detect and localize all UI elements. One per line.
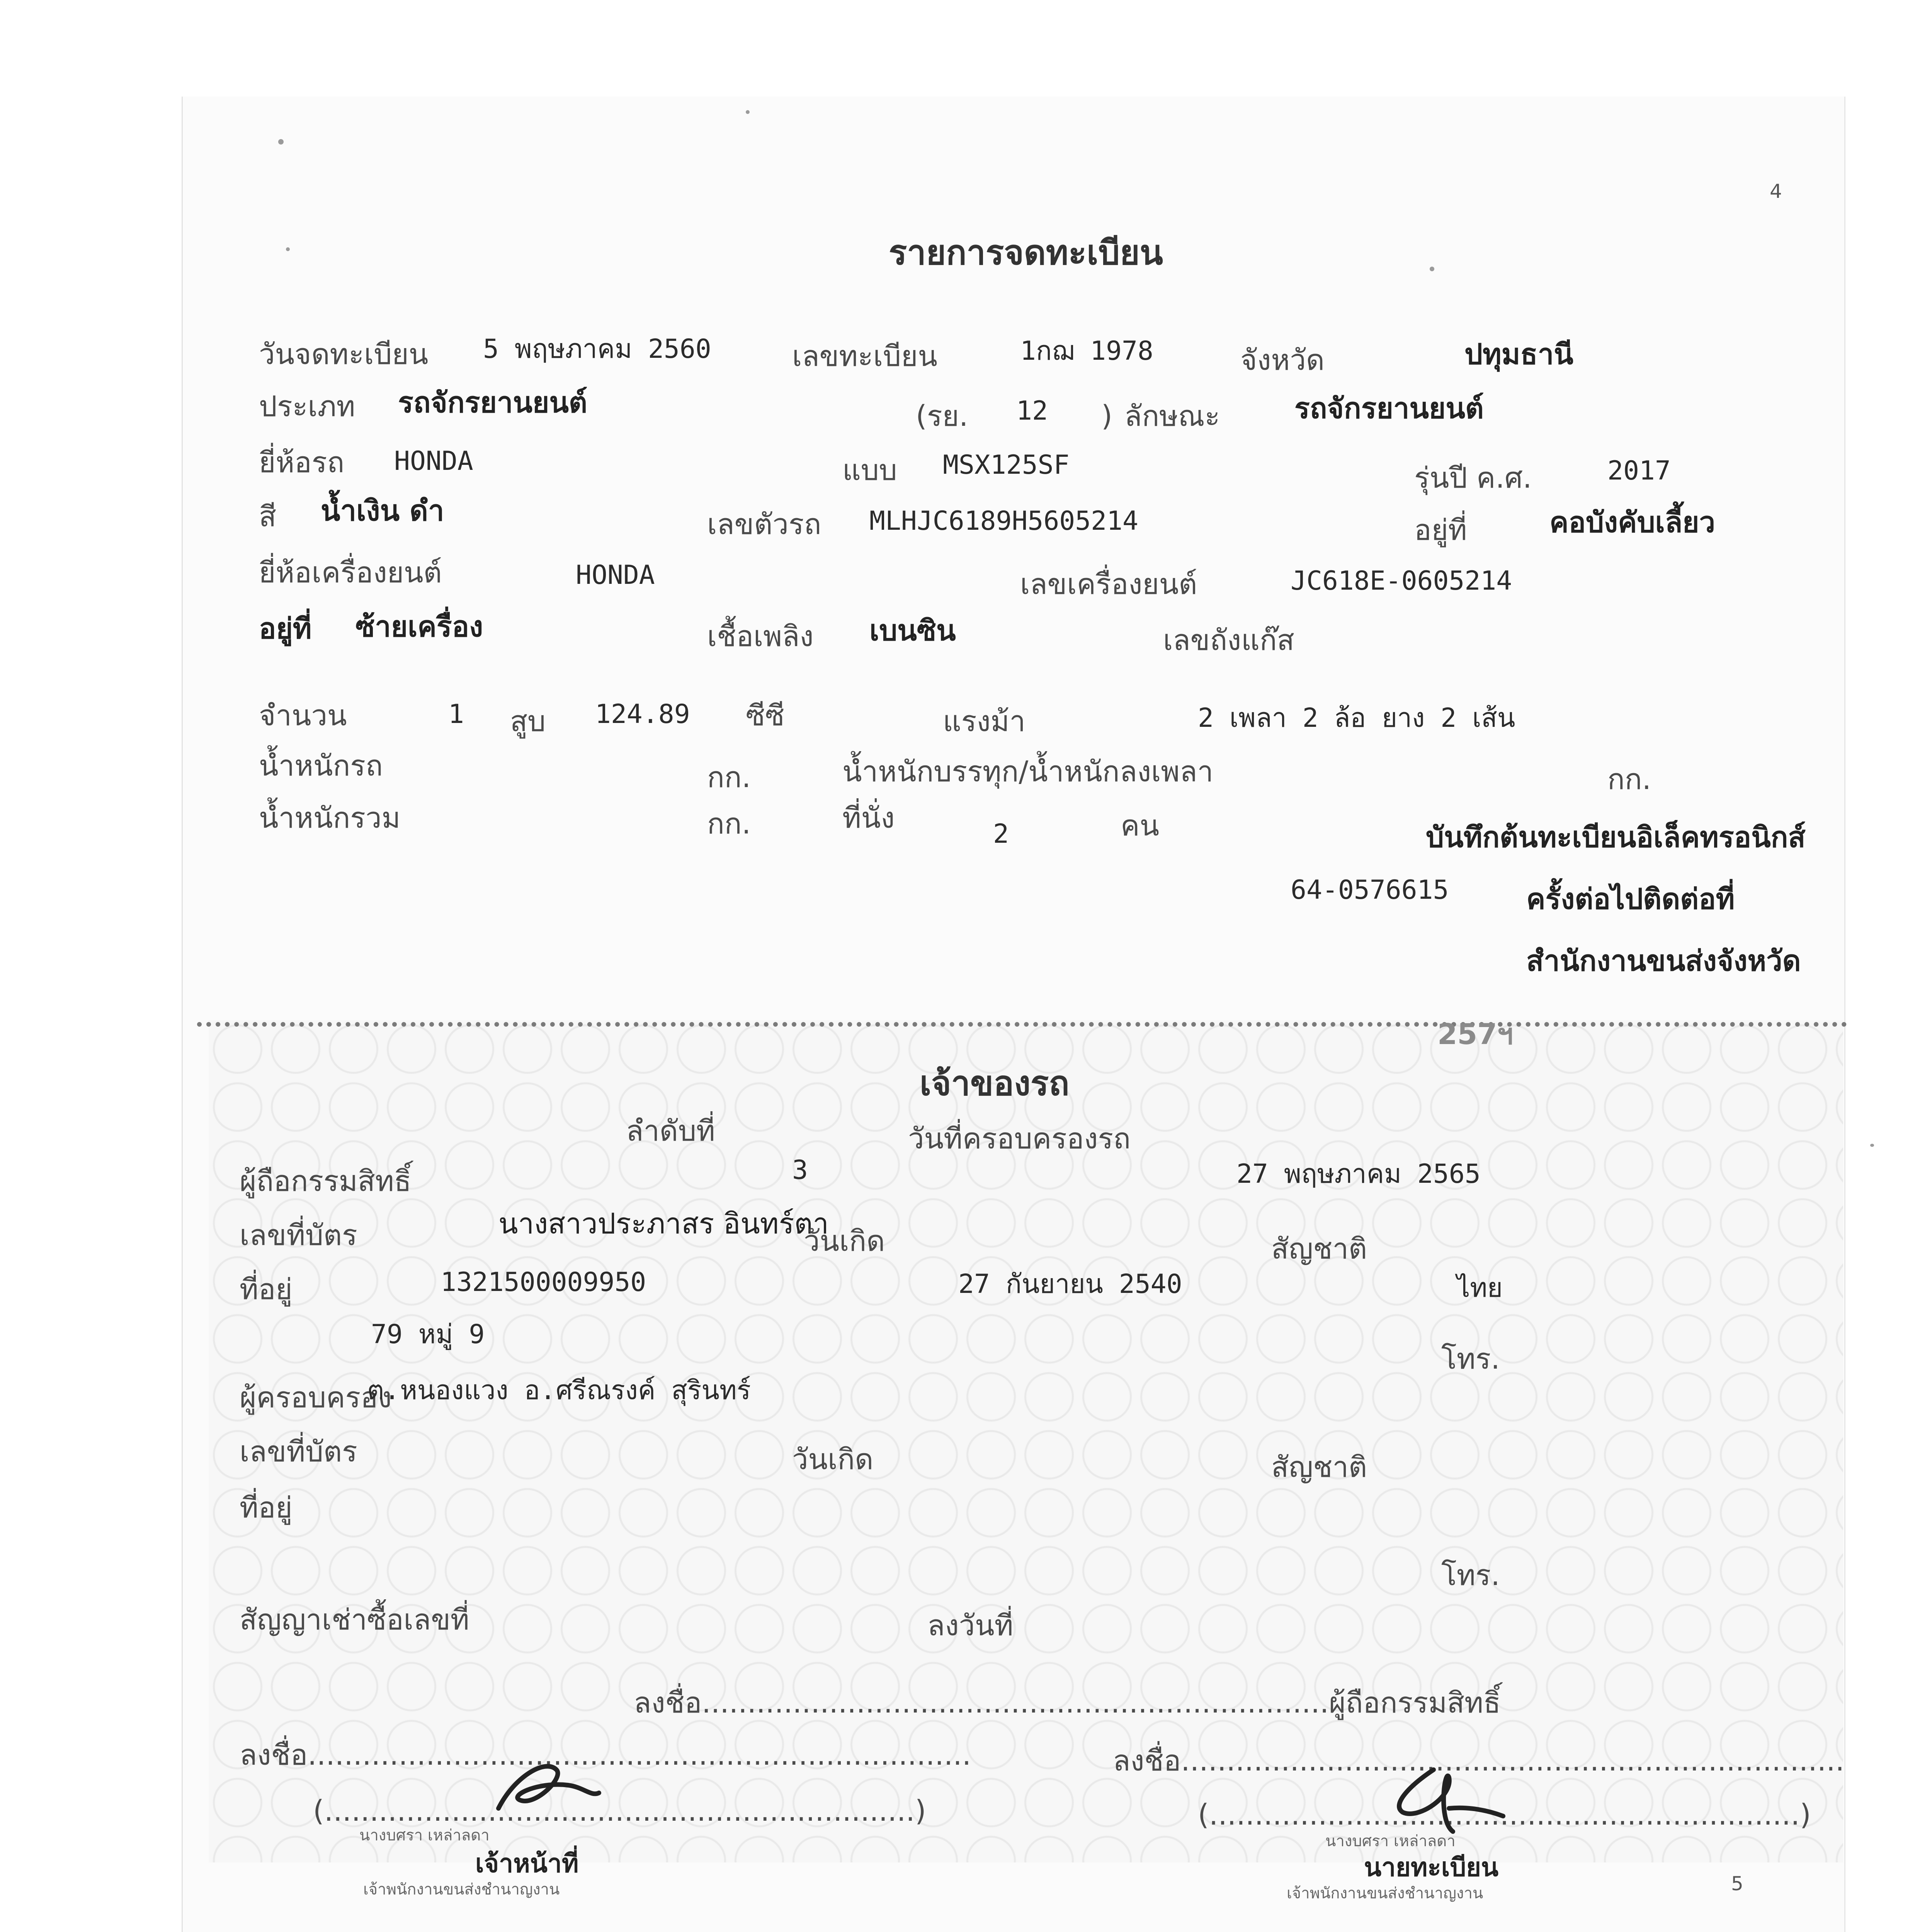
officer-department-right: เจ้าพนักงานขนส่งชำนาญงาน [1287, 1884, 1483, 1902]
speck [286, 247, 290, 251]
engine-location-value: ซ้ายเครื่อง [355, 610, 483, 643]
speck [1430, 267, 1434, 271]
officer-title-left: เจ้าหน้าที่ [475, 1849, 579, 1878]
registration-title: รายการจดทะเบียน [889, 233, 1163, 272]
possessor-dob-label: วันเกิด [792, 1443, 874, 1476]
ry-close: ) [1101, 400, 1112, 433]
dob-label: วันเกิด [804, 1225, 885, 1258]
phone-label: โทร. [1441, 1342, 1500, 1376]
engine-location-label: อยู่ที่ [259, 612, 312, 645]
officer-signature-line-left: ลงชื่อ......................................................................... [240, 1738, 971, 1772]
chassis-value: MLHJC6189H5605214 [869, 506, 1138, 536]
plate-label: เลขทะเบียน [792, 340, 937, 373]
chassis-location-value: คอบังคับเลี้ยว [1549, 506, 1716, 539]
officer-paren-left: (.................................................................) [313, 1794, 926, 1828]
character-value: รถจักรยานยนต์ [1294, 392, 1484, 425]
chassis-location-label: อยู่ที่ [1414, 514, 1467, 547]
type-value: รถจักรยานยนต์ [398, 386, 587, 419]
speck [1870, 1144, 1874, 1147]
speck [278, 139, 284, 145]
officer-department-left: เจ้าพนักงานขนส่งชำนาญงาน [363, 1881, 560, 1898]
sequence-label: ลำดับที่ [626, 1114, 715, 1148]
registrar-signature-line-right: ลงชื่อ......................................................................... [1113, 1744, 1845, 1777]
load-weight-unit: กก. [1607, 763, 1651, 796]
model-year-label: รุ่นปี ค.ศ. [1414, 461, 1532, 495]
possessor-label: ผู้ครอบครอง [240, 1381, 392, 1414]
province-value: ปทุมธานี [1464, 338, 1573, 371]
address-label: ที่อยู่ [240, 1273, 293, 1306]
faint-stamp-text: 257ฯ [1437, 1018, 1514, 1051]
page-number-bottom: 5 [1731, 1872, 1743, 1895]
speck [746, 110, 750, 114]
owner-name: นางสาวประภาสร อินทร์ตา [498, 1207, 829, 1240]
character-label: ลักษณะ [1124, 400, 1220, 433]
model-value: MSX125SF [943, 450, 1070, 480]
model-year-value: 2017 [1607, 456, 1671, 486]
erecord-number: 64-0576615 [1291, 875, 1449, 905]
gas-tank-label: เลขถังแก๊ส [1163, 624, 1294, 657]
brand-value: HONDA [394, 446, 473, 476]
nationality-label: สัญชาติ [1271, 1232, 1367, 1265]
id-card-number: 1321500009950 [440, 1267, 646, 1298]
engine-brand-value: HONDA [576, 560, 655, 590]
page-number-top: 4 [1770, 180, 1782, 202]
possession-date-label: วันที่ครอบครองรถ [908, 1122, 1131, 1155]
chassis-label: เลขตัวรถ [707, 508, 821, 541]
holder-label: ผู้ถือกรรมสิทธิ์ [240, 1165, 412, 1198]
reg-date-label: วันจดทะเบียน [259, 338, 429, 371]
cc-value: 124.89 [595, 699, 690, 730]
fuel-value: เบนซิน [869, 614, 956, 647]
horsepower-label: แรงม้า [943, 705, 1026, 738]
hire-purchase-label: สัญญาเช่าซื้อเลขที่ [240, 1603, 469, 1636]
erecord-note: บันทึกต้นทะเบียนอิเล็คทรอนิกส์ [1426, 821, 1806, 854]
ry-value: 12 [1016, 396, 1048, 426]
engine-brand-label: ยี่ห้อเครื่องยนต์ [259, 556, 442, 589]
registrar-handwritten-signature [1376, 1762, 1507, 1839]
address-line-2: ต.หนองแวง อ.ศรีณรงค์ สุรินทร์ [367, 1375, 751, 1406]
officer-name-right: นางบศรา เหล่าลดา [1325, 1832, 1456, 1850]
vehicle-weight-unit: กก. [707, 761, 751, 794]
registrar-paren-right: (.................................................................) [1198, 1798, 1811, 1832]
province-label: จังหวัด [1240, 344, 1325, 377]
possessor-address-label: ที่อยู่ [240, 1491, 293, 1524]
cylinder-label: จำนวน [259, 699, 347, 732]
officer-name-left: นางบศรา เหล่าลดา [359, 1827, 490, 1844]
model-label: แบบ [842, 454, 897, 487]
vehicle-weight-label: น้ำหนักรถ [259, 749, 383, 782]
plate-value: 1กฌ 1978 [1020, 336, 1153, 366]
sequence-value: 3 [792, 1155, 808, 1185]
address-line-1: 79 หมู่ 9 [371, 1319, 485, 1350]
color-value: น้ำเงิน ดำ [321, 494, 444, 527]
axle-description: 2 เพลา 2 ล้อ ยาง 2 เส้น [1198, 703, 1515, 733]
seats-label: ที่นั่ง [842, 801, 895, 835]
fuel-label: เชื้อเพลิง [707, 620, 814, 653]
load-weight-label: น้ำหนักบรรทุก/น้ำหนักลงเพลา [842, 755, 1214, 788]
color-label: สี [259, 500, 277, 533]
hire-date-label: ลงวันที่ [927, 1609, 1014, 1642]
contact-note: ครั้งต่อไปติดต่อที่ [1526, 883, 1735, 916]
nationality-value: ไทย [1457, 1273, 1503, 1303]
type-label: ประเภท [259, 390, 355, 423]
perforation-line [197, 1022, 1847, 1027]
possessor-phone-label: โทร. [1441, 1559, 1500, 1592]
total-weight-unit: กก. [707, 807, 751, 840]
owner-title: เจ้าของรถ [920, 1063, 1070, 1103]
cc-unit: ซีซี [746, 699, 785, 732]
officer-handwritten-signature [491, 1754, 607, 1824]
officer-title-right: นายทะเบียน [1364, 1852, 1499, 1882]
cylinder-unit: สูบ [510, 705, 546, 738]
reg-date-value: 5 พฤษภาคม 2560 [483, 334, 711, 364]
dob-value: 27 กันยายน 2540 [958, 1269, 1182, 1299]
cylinder-count: 1 [448, 699, 464, 730]
brand-label: ยี่ห้อรถ [259, 446, 345, 479]
office-name: สำนักงานขนส่งจังหวัด [1526, 944, 1801, 978]
seats-unit: คน [1121, 809, 1160, 842]
possession-date-value: 27 พฤษภาคม 2565 [1236, 1159, 1481, 1189]
total-weight-label: น้ำหนักรวม [259, 801, 401, 835]
possessor-id-label: เลขที่บัตร [240, 1435, 357, 1468]
holder-signature-line: ลงชื่อ.....................................................................ผู้ถือกรรมสิทธิ์ [634, 1686, 1501, 1719]
id-card-label: เลขที่บัตร [240, 1219, 357, 1252]
possessor-nationality-label: สัญชาติ [1271, 1451, 1367, 1484]
ry-open: (รย. [916, 400, 968, 433]
engine-number-value: JC618E-0605214 [1291, 566, 1512, 596]
engine-number-label: เลขเครื่องยนต์ [1020, 568, 1197, 601]
seats-value: 2 [993, 819, 1009, 849]
